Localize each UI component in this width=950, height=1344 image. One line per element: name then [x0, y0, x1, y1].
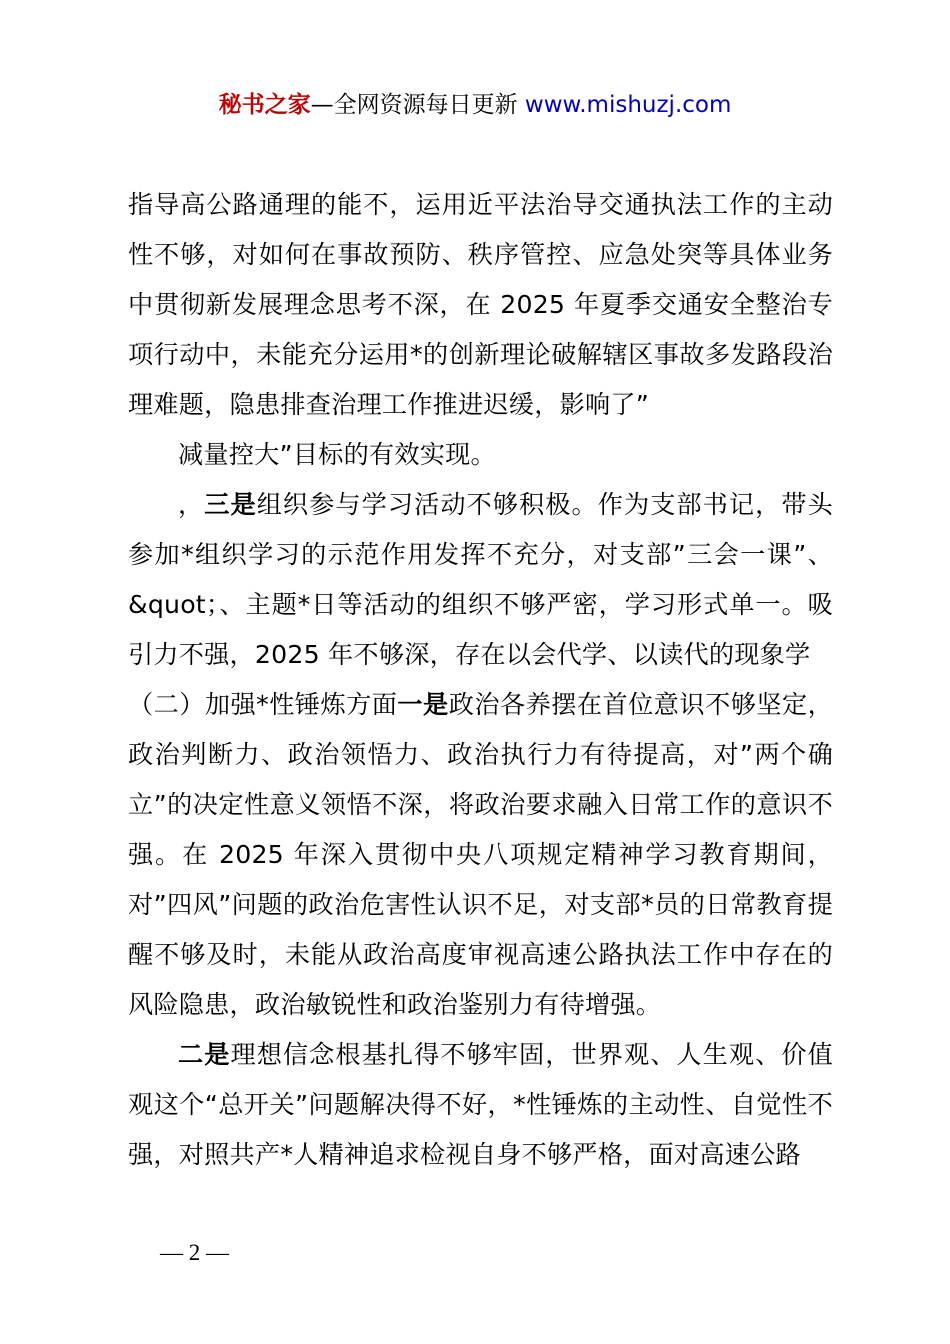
paragraph-5-marker: 二是 — [178, 1040, 231, 1069]
paragraph-4-text: 政治各养摆在首位意识不够坚定，政治判断力、政治领悟力、政治执行力有待提高，对”两个确立”的决定性意义领悟不深，将政治要求融入日常工作的意识不强。在 2025 年深入贯彻中央八项规定精神学习教育期间，对”四风”问题的政治危害性认识不足，对支部*员的日常教育提醒不够及时，未能从政治高度审视高速公路执法工作中存在的风险隐患，政治敏锐性和政治鉴别力有待增强。 — [128, 690, 834, 1019]
paragraph-5-text: 理想信念根基扎得不够牢固，世界观、人生观、价值观这个“总开关”问题解决得不好，*性锤炼的主动性、自觉性不强，对照共产*人精神追求检视自身不够严格，面对高速公路 — [128, 1040, 833, 1169]
site-tagline: —全网资源每日更新 — [310, 92, 525, 118]
section-heading: （二）加强*性锤炼方面 — [128, 690, 398, 719]
paragraph-3-lead: ， — [178, 490, 205, 519]
site-url-link[interactable]: www.mishuzj.com — [524, 92, 732, 118]
paragraph-3 — [128, 480, 833, 680]
paragraph-5 — [128, 1030, 833, 1180]
paragraph-4 — [128, 680, 833, 1030]
paragraph-4-marker: 一是 — [397, 690, 449, 719]
document-body — [128, 180, 833, 1180]
paragraph-3-text: 组织参与学习活动不够积极。作为支部书记，带头参加*组织学习的示范作用发挥不充分，对支部”三会一课”、&quot；、主题*日等活动的组织不够严密，学习形式单一。吸引力不强，2025 年不够深，存在以会代学、以读代的现象学 — [128, 490, 833, 669]
paragraph-1: 指导高公路通理的能不，运用近平法治导交通执法工作的主动性不够，对如何在事故预防、秩序管控、应急处突等具体业务中贯彻新发展理念思考不深，在 2025 年夏季交通安全整治专项行动中，未能充分运用*的创新理论破解辖区事故多发路段治理难题，隐患排查治理工作推进迟缓，影响了” — [128, 190, 833, 419]
site-brand: 秘书之家 — [218, 92, 311, 118]
paragraph-2: 减量控大”目标的有效实现。 — [178, 440, 496, 469]
paragraph-3-marker: 三是 — [204, 490, 257, 519]
site-header — [0, 88, 950, 122]
page-number: — 2 — — [160, 1240, 229, 1265]
